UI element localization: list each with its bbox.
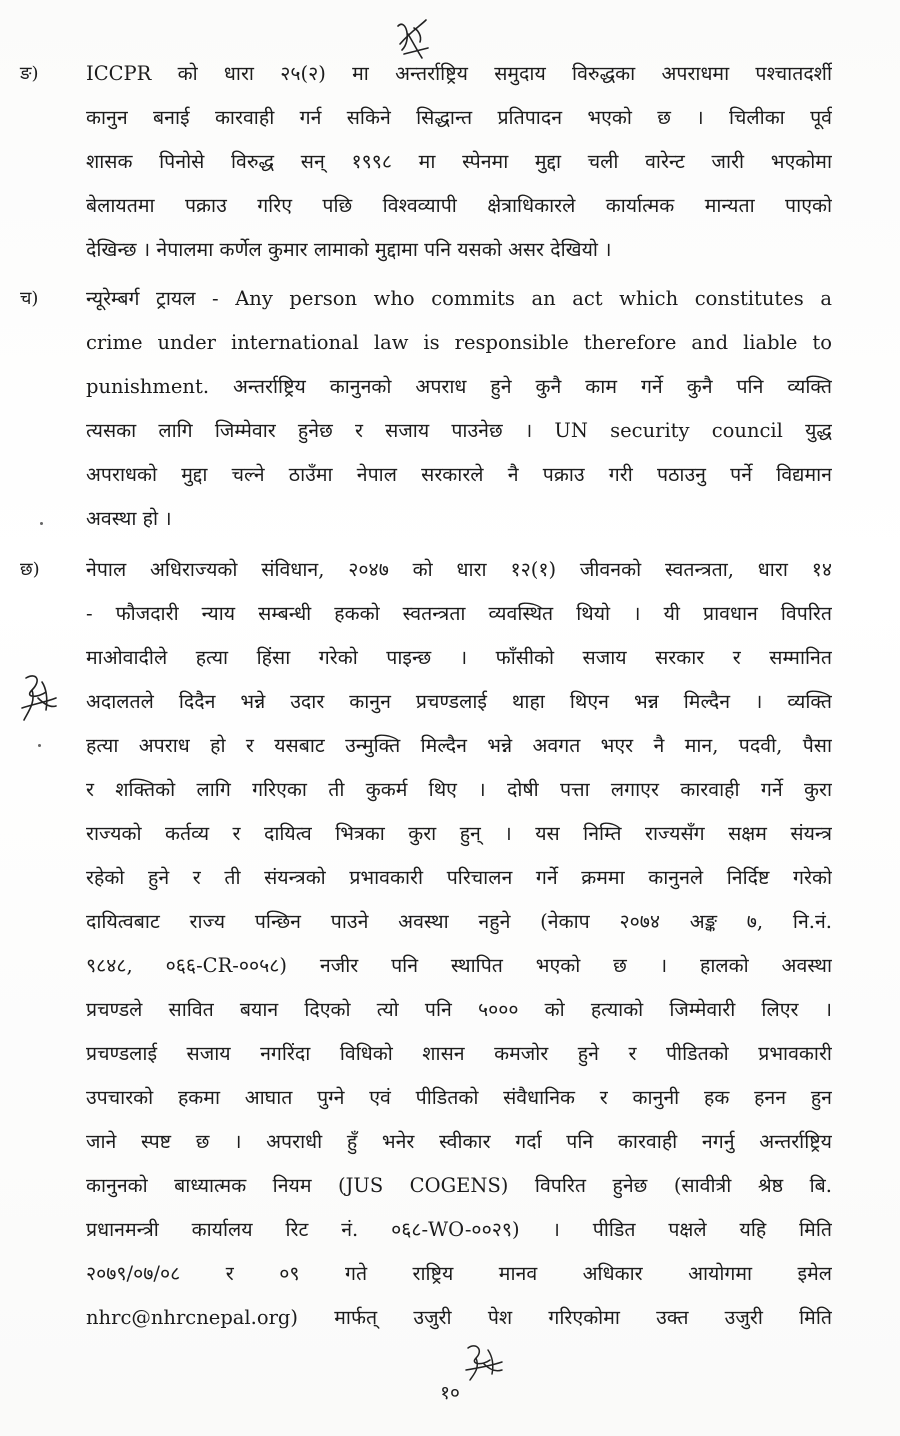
speck <box>38 744 41 747</box>
text-line: माओवादीले हत्या हिंसा गरेको पाइन्छ । फाँसीको सजाय सरकार र सम्मानित <box>86 646 832 669</box>
text-line: ९८४८, ०६६-CR-००५८) नजीर पनि स्थापित भएको छ । हालको अवस्था <box>86 954 832 977</box>
text-line: देखिन्छ । नेपालमा कर्णेल कुमार लामाको मुद्दामा पनि यसको असर देखियो । <box>86 238 612 261</box>
text-line: nhrc@nhrcnepal.org) मार्फत् उजुरी पेश गरिएकोमा उक्त उजुरी मिति <box>86 1306 832 1329</box>
item-marker: च) <box>20 288 39 309</box>
text-line: हत्या अपराध हो र यसबाट उन्मुक्ति मिल्दैन भन्ने अवगत भएर नै मान, पदवी, पैसा <box>86 734 832 757</box>
text-line: अवस्था हो । <box>86 507 172 530</box>
text-line: प्रचण्डलाई सजाय नगरिंदा विधिको शासन कमजोर हुने र पीडितको प्रभावकारी <box>86 1042 832 1065</box>
text-line: प्रचण्डले सावित बयान दिएको त्यो पनि ५००० को हत्याको जिम्मेवारी लिएर । <box>86 998 832 1021</box>
text-line: दायित्वबाट राज्य पन्छिन पाउने अवस्था नहुने (नेकाप २०७४ अङ्क ७, नि.नं. <box>86 910 832 933</box>
initials-signature-bottom <box>462 1340 506 1382</box>
text-line: त्यसका लागि जिम्मेवार हुनेछ र सजाय पाउनेछ । UN security council युद्ध <box>86 419 832 442</box>
text-line: अदालतले दिदैन भन्ने उदार कानुन प्रचण्डलाई थाहा थिएन भन्न मिल्दैन । व्यक्ति <box>86 690 832 713</box>
item-paragraph <box>86 548 832 1340</box>
item-paragraph <box>86 277 832 541</box>
text-line: राज्यको कर्तव्य र दायित्व भित्रका कुरा हुन् । यस निम्ति राज्यसँग सक्षम संयन्त्र <box>86 822 832 845</box>
text-line: अपराधको मुद्दा चल्ने ठाउँमा नेपाल सरकारले नै पक्राउ गरी पठाउनु पर्ने विद्यमान <box>86 463 832 486</box>
item-marker: छ) <box>20 559 40 580</box>
text-line: नेपाल अधिराज्यको संविधान, २०४७ को धारा १२(१) जीवनको स्वतन्त्रता, धारा १४ <box>86 558 832 581</box>
initials-signature-left <box>18 668 60 728</box>
text-line: र शक्तिको लागि गरिएका ती कुकर्म थिए । दोषी पत्ता लगाएर कारवाही गर्ने कुरा <box>86 778 832 801</box>
page-number: १० <box>440 1382 460 1404</box>
text-line: रहेको हुने र ती संयन्त्रको प्रभावकारी परिचालन गर्ने क्रममा कानुनले निर्दिष्ट गरेको <box>86 866 832 889</box>
text-line: कानुन बनाई कारवाही गर्न सकिने सिद्धान्त प्रतिपादन भएको छ । चिलीका पूर्व <box>86 106 832 129</box>
text-line: crime under international law is responsible therefore and liable to <box>86 331 832 354</box>
text-line: - फौजदारी न्याय सम्बन्धी हकको स्वतन्त्रता व्यवस्थित थियो । यी प्रावधान विपरित <box>86 602 832 625</box>
text-line: जाने स्पष्ट छ । अपराधी हुँ भनेर स्वीकार गर्दा पनि कारवाही नगर्नु अन्तर्राष्ट्रिय <box>86 1130 832 1153</box>
text-line: प्रधानमन्त्री कार्यालय रिट नं. ०६८-WO-००२९) । पीडित पक्षले यहि मिति <box>86 1218 832 1241</box>
text-line: ICCPR को धारा २५(२) मा अन्तर्राष्ट्रिय समुदाय विरुद्धका अपराधमा पश्चातदर्शी <box>86 62 832 85</box>
speck <box>40 522 43 525</box>
text-line: २०७९/०७/०८ र ०९ गते राष्ट्रिय मानव अधिकार आयोगमा इमेल <box>86 1262 832 1285</box>
text-line: न्यूरेम्बर्ग ट्रायल - Any person who commits an act which constitutes a <box>86 287 832 310</box>
text-line: कानुनको बाध्यात्मक नियम (JUS COGENS) विपरित हुनेछ (सावीत्री श्रेष्ठ बि. <box>86 1174 832 1197</box>
item-paragraph <box>86 52 832 272</box>
text-line: उपचारको हकमा आघात पुग्ने एवं पीडितको संवैधानिक र कानुनी हक हनन हुन <box>86 1086 832 1109</box>
text-line: बेलायतमा पक्राउ गरिए पछि विश्वव्यापी क्षेत्राधिकारले कार्यात्मक मान्यता पाएको <box>86 194 832 217</box>
item-marker: ङ) <box>20 63 39 84</box>
text-line: शासक पिनोसे विरुद्ध सन् १९९८ मा स्पेनमा मुद्दा चली वारेन्ट जारी भएकोमा <box>86 150 832 173</box>
text-line: punishment. अन्तर्राष्ट्रिय कानुनको अपराध हुने कुनै काम गर्ने कुनै पनि व्यक्ति <box>86 375 832 398</box>
